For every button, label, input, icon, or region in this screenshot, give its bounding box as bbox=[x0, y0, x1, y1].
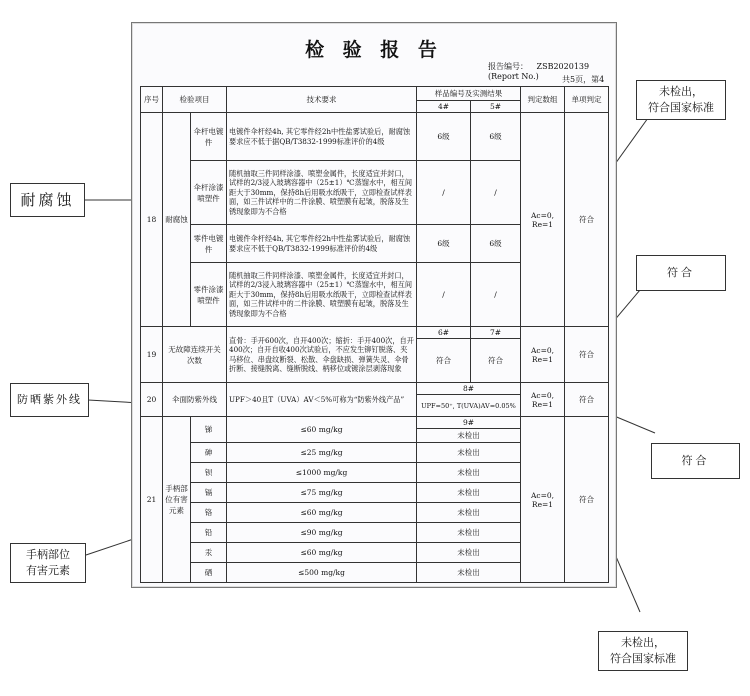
element-name: 硒 bbox=[191, 563, 227, 583]
row18-seq: 18 bbox=[141, 113, 163, 327]
element-result: 未检出 bbox=[417, 543, 521, 563]
row20-item: 伞面防紫外线 bbox=[163, 383, 227, 417]
row19-result-a: 符合 bbox=[417, 339, 471, 383]
row18-sub-name: 零件涂漆喷塑件 bbox=[191, 263, 227, 327]
callout-handle-line1: 手柄部位 bbox=[26, 548, 70, 561]
element-limit: ≤25 mg/kg bbox=[227, 443, 417, 463]
report-title: 检 验 报 告 bbox=[305, 39, 443, 61]
header-requirement: 技术要求 bbox=[227, 87, 417, 113]
callout-bottom-right-line1: 未检出， bbox=[621, 636, 665, 649]
element-limit: ≤60 mg/kg bbox=[227, 417, 417, 443]
element-name: 铅 bbox=[191, 523, 227, 543]
element-name: 镉 bbox=[191, 483, 227, 503]
header-result-group: 样品编号及实测结果 bbox=[417, 87, 521, 101]
callout-bottom-right-line2: 符合国家标准 bbox=[610, 652, 676, 665]
element-result: 未检出 bbox=[417, 503, 521, 523]
element-limit: ≤60 mg/kg bbox=[227, 503, 417, 523]
callout-mid-right-1: 符合 bbox=[636, 255, 726, 291]
row21-seq: 21 bbox=[141, 417, 163, 583]
report-number: ZSB2020139 bbox=[536, 62, 590, 71]
row20-result: UPF=50⁺, T(UVA)AV=0.05% bbox=[417, 395, 521, 417]
element-result: 未检出 bbox=[417, 483, 521, 503]
callout-uv: 防晒紫外线 bbox=[10, 383, 89, 417]
callout-bottom-right bbox=[598, 631, 688, 671]
element-result: 未检出 bbox=[417, 463, 521, 483]
inspection-table bbox=[140, 86, 609, 583]
callout-handle-elements bbox=[10, 543, 86, 583]
element-result: 未检出 bbox=[417, 443, 521, 463]
report-number-en: (Report No.) bbox=[488, 72, 539, 81]
report-number-label: 报告编号： bbox=[488, 62, 528, 71]
callout-top-right-line1: 未检出， bbox=[659, 85, 703, 98]
element-name: 砷 bbox=[191, 443, 227, 463]
row18-sub-b: / bbox=[471, 263, 521, 327]
header-sample-b: 5# bbox=[471, 101, 521, 113]
element-name: 铬 bbox=[191, 503, 227, 523]
row18-sub-b: 6级 bbox=[471, 113, 521, 161]
row21-judgement: 符合 bbox=[565, 417, 609, 583]
row21-criteria: Ac=0, Re=1 bbox=[521, 417, 565, 583]
row18-item: 耐腐蚀 bbox=[163, 113, 191, 327]
header-item: 检验项目 bbox=[163, 87, 227, 113]
element-name: 锑 bbox=[191, 417, 227, 443]
callout-corrosion: 耐腐蚀 bbox=[10, 183, 85, 217]
element-result: 未检出 bbox=[417, 563, 521, 583]
header-seq: 序号 bbox=[141, 87, 163, 113]
row18-sub-a: 6级 bbox=[417, 113, 471, 161]
inspection-report bbox=[131, 22, 617, 588]
callout-handle-line2: 有害元素 bbox=[26, 564, 70, 577]
callout-top-right bbox=[636, 80, 726, 120]
row18-sub-a: / bbox=[417, 161, 471, 225]
row18-sub-req: 随机抽取三件同样涂漆、喷塑金属件，长度适宜并封口，试样的2/3浸入玻璃容器中（25±1）℃蒸馏水中，相互间距大于30mm，保持8h后用吸水纸吸干，立即检查试样表面，如三件试样中的二件涂膜、喷塑膜有起皱，脱落及生锈现象即为不合格 bbox=[227, 263, 417, 327]
row19-result-b: 符合 bbox=[471, 339, 521, 383]
row21-item: 手柄部位有害元素 bbox=[163, 417, 191, 583]
row20-criteria: Ac=0, Re=1 bbox=[521, 383, 565, 417]
element-limit: ≤90 mg/kg bbox=[227, 523, 417, 543]
row20-req: UPF＞40且T（UVA）AV＜5%可称为“防紫外线产品” bbox=[227, 383, 417, 417]
row19-judgement: 符合 bbox=[565, 327, 609, 383]
element-limit: ≤75 mg/kg bbox=[227, 483, 417, 503]
row18-sub-req: 随机抽取三件同样涂漆、喷塑金属件，长度适宜并封口，试样的2/3浸入玻璃容器中（25±1）℃蒸馏水中，相互间距大于30mm，保持8h后用吸水纸吸干，立即检查试样表面，如三件试样中的二件涂膜、喷塑膜有起皱，脱落及生锈现象即为不合格 bbox=[227, 161, 417, 225]
header-sample-a: 4# bbox=[417, 101, 471, 113]
element-limit: ≤1000 mg/kg bbox=[227, 463, 417, 483]
row20-seq: 20 bbox=[141, 383, 163, 417]
row20-judgement: 符合 bbox=[565, 383, 609, 417]
row18-criteria: Ac=0, Re=1 bbox=[521, 113, 565, 327]
row18-sub-name: 零件电镀件 bbox=[191, 225, 227, 263]
element-name: 汞 bbox=[191, 543, 227, 563]
page-info: 共5页，第4 bbox=[562, 75, 605, 84]
report-number-line bbox=[488, 61, 589, 72]
element-limit: ≤500 mg/kg bbox=[227, 563, 417, 583]
element-limit: ≤60 mg/kg bbox=[227, 543, 417, 563]
row18-sub-a: / bbox=[417, 263, 471, 327]
row18-sub-req: 电镀件伞杆经4h, 其它零件经2h中性盐雾试验后，耐腐蚀要求应不低于据QB/T3832-1999标准评价的4级 bbox=[227, 113, 417, 161]
element-name: 钡 bbox=[191, 463, 227, 483]
row18-sub-b: / bbox=[471, 161, 521, 225]
row18-sub-b: 6级 bbox=[471, 225, 521, 263]
row19-criteria: Ac=0, Re=1 bbox=[521, 327, 565, 383]
header-judgement: 单项判定 bbox=[565, 87, 609, 113]
row21-sample-no: 9# bbox=[417, 417, 521, 429]
header-criteria: 判定数组 bbox=[521, 87, 565, 113]
row19-req: 直骨：手开600次，自开400次；缩折：手开400次，自开400次；自开自收400次试验后，不应发生铆钉脱落、夹马移位、串盘纹断裂、松散、伞盘缺损、弹簧失灵、伞骨折断、接缝脱离、缝断脱线、柄移位或镀涂层剥落现象 bbox=[227, 327, 417, 383]
row18-sub-name: 伞杆涂漆喷塑件 bbox=[191, 161, 227, 225]
row19-sample-b-no: 7# bbox=[471, 327, 521, 339]
row18-sub-a: 6级 bbox=[417, 225, 471, 263]
row19-item: 无故障连续开关次数 bbox=[163, 327, 227, 383]
row19-seq: 19 bbox=[141, 327, 163, 383]
callout-top-right-line2: 符合国家标准 bbox=[648, 101, 714, 114]
callout-mid-right-2: 符合 bbox=[651, 443, 740, 479]
row18-sub-name: 伞杆电镀件 bbox=[191, 113, 227, 161]
element-result: 未检出 bbox=[417, 523, 521, 543]
row20-sample-no: 8# bbox=[417, 383, 521, 395]
row18-judgement: 符合 bbox=[565, 113, 609, 327]
row19-sample-a-no: 6# bbox=[417, 327, 471, 339]
element-result: 未检出 bbox=[417, 429, 521, 443]
row18-sub-req: 电镀件伞杆经4h, 其它零件经2h中性盐雾试验后，耐腐蚀要求应不低于QB/T3832-1999标准评价的4级 bbox=[227, 225, 417, 263]
